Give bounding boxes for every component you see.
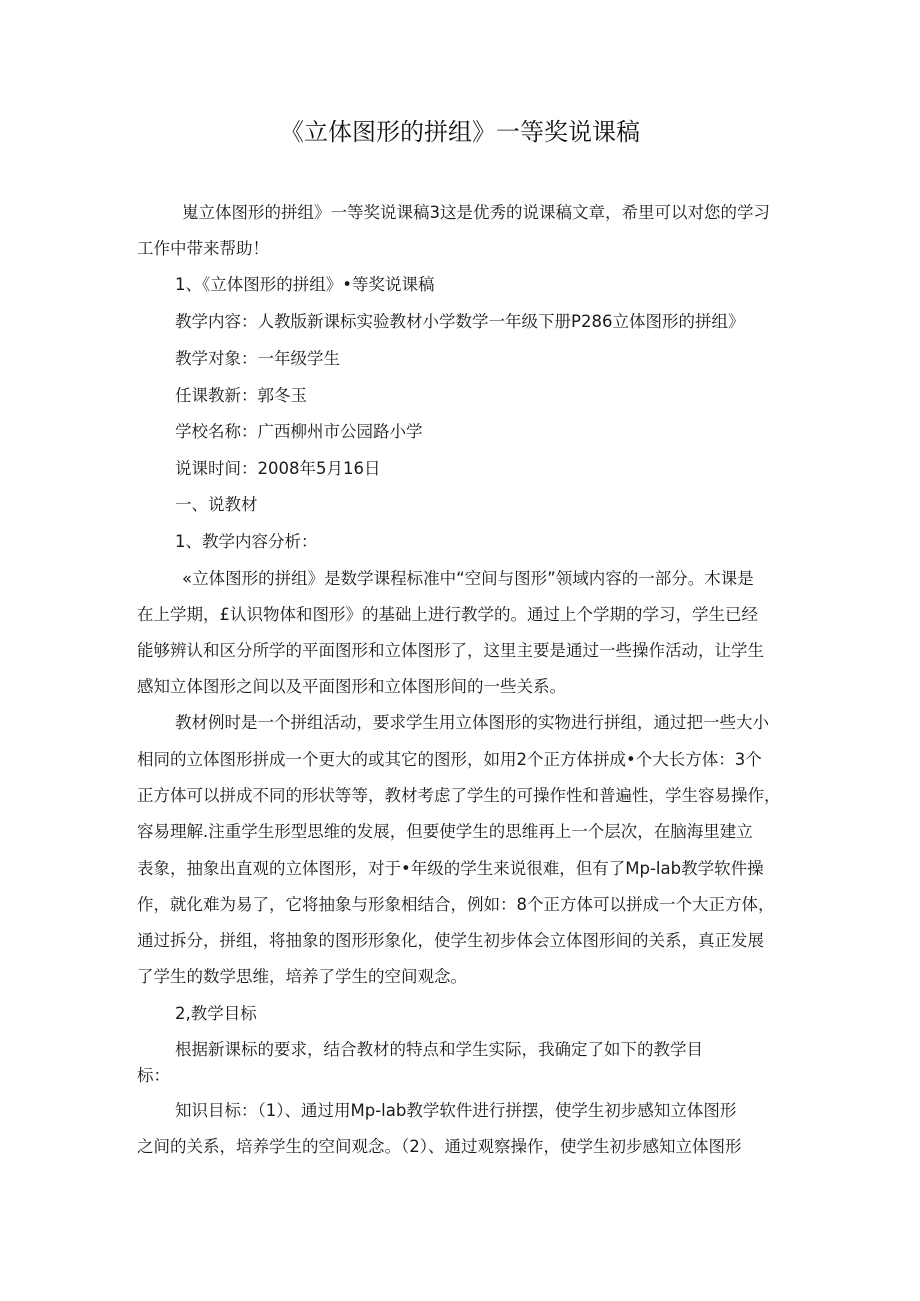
sub-heading-objectives: 2,教学目标: [175, 1004, 257, 1023]
paragraph-2-line: 正方体可以拼成不同的形状等等，教材考虑了学生的可操作性和普遍性，学生容易操作，: [137, 786, 781, 805]
intro-line-2: 工作中带来帮助！: [137, 239, 269, 258]
paragraph-2-line: 通过拆分，拼组，将抽象的图形形象化，使学生初步体会立体图形间的关系，真正发展: [137, 931, 764, 950]
paragraph-1-line: 在上学期，£认识物体和图形》的基础上进行教学的。通过上个学期的学习，学生已经: [137, 605, 758, 624]
document-title: 《立体图形的拼组》一等奖说课稿: [280, 118, 640, 146]
paragraph-2-line: 了学生的数学思维，培养了学生的空间观念。: [137, 967, 467, 986]
paragraph-2-line: 相同的立体图形拼成一个更大的或其它的图形，如用2个正方体拼成•个大长方体：3个: [137, 750, 762, 769]
meta-school: 学校名称：广西柳州市公园路小学: [175, 422, 423, 441]
paragraph-2-line: 表象，抽象出直观的立体图形，对于•年级的学生来说很难，但有了Mp-lab教学软件操: [137, 859, 764, 878]
paragraph-4-line: 知识目标：（1）、通过用Mp-lab教学软件进行拼摆，使学生初步感知立体图形: [175, 1101, 737, 1120]
paragraph-1-line: 能够辨认和区分所学的平面图形和立体图形了，这里主要是通过一些操作活动，让学生: [137, 641, 764, 660]
section-heading: 1、《立体图形的拼组》•等奖说课稿: [175, 275, 435, 294]
paragraph-3-line: 根据新课标的要求，结合教材的特点和学生实际，我确定了如下的教学目: [175, 1040, 703, 1059]
paragraph-2-line: 作，就化难为易了，它将抽象与形象相结合，例如：8个正方体可以拼成一个大正方体，: [137, 895, 775, 914]
sub-heading-analysis: 1、教学内容分析：: [175, 532, 318, 551]
intro-line-1: 嵬立体图形的拼组》一等奖说课稿3这是优秀的说课稿文章，希里可以对您的学习: [182, 203, 770, 222]
meta-date: 说课时间：2008年5月16日: [175, 459, 381, 478]
part-heading: 一、说教材: [175, 495, 258, 514]
meta-teacher: 任课教新：郭冬玉: [175, 386, 307, 405]
paragraph-3-line: 标：: [137, 1066, 170, 1085]
meta-teaching-target: 教学对象：一年级学生: [175, 349, 340, 368]
paragraph-1-line: «立体图形的拼组》是数学课程标准中“空间与图形”领域内容的一部分。木课是: [182, 569, 754, 588]
paragraph-2-line: 教材例时是一个拼组活动，要求学生用立体图形的实物进行拼组，通过把一些大小: [175, 713, 769, 732]
paragraph-1-line: 感知立体图形之间以及平面图形和立体图形间的一些关系。: [137, 677, 566, 696]
paragraph-2-line: 容易理解.注重学生形型思维的发展，但要使学生的思维再上一个层次，在脑海里建立: [137, 822, 753, 841]
meta-teaching-content: 教学内容：人教版新课标实验教材小学数学一年级下册P286立体图形的拼组》: [175, 312, 745, 331]
paragraph-4-line: 之间的关系，培养学生的空间观念。（2）、通过观察操作，使学生初步感知立体图形: [137, 1137, 742, 1156]
